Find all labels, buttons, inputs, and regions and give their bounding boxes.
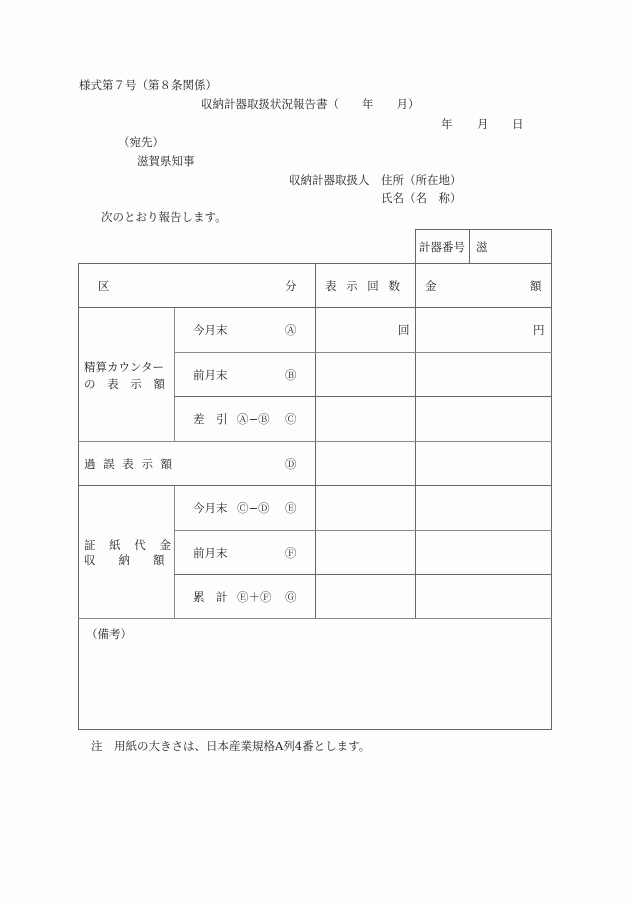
divider	[415, 229, 552, 230]
date-month-label: 月	[477, 117, 489, 131]
meter-number-label: 計器番号	[419, 240, 465, 254]
row-mark: Ⓕ	[285, 546, 297, 560]
header-category-left: 区	[98, 279, 110, 293]
row-mark: Ⓑ	[285, 368, 297, 382]
divider	[78, 441, 552, 442]
row-mark: Ⓒ	[285, 412, 297, 426]
header-display-count: 表 示 回 数	[325, 279, 403, 293]
row-label: 差 引	[193, 412, 228, 426]
document-title: 収納計器取扱状況報告書（ 年 月）	[201, 97, 420, 111]
addressee: 滋賀県知事	[137, 154, 195, 168]
group-stamp-line2: 収 納 額	[84, 553, 165, 567]
group-stamp-revenue	[84, 538, 176, 568]
divider	[551, 229, 552, 264]
intro-text: 次のとおり報告します。	[101, 210, 227, 224]
row-label: 今月末	[193, 323, 228, 337]
divider	[78, 307, 552, 308]
divider	[78, 485, 552, 486]
row-label: 今月末	[193, 501, 228, 515]
divider	[174, 530, 552, 531]
row-label: 前月末	[193, 546, 228, 560]
group-stamp-line1: 証 紙 代 金	[84, 538, 176, 552]
row-mark: Ⓔ	[285, 501, 297, 515]
group-counter-line1: 精算カウンター	[84, 360, 165, 374]
row-formula: Ⓒ−Ⓓ	[237, 501, 270, 515]
address-label: 住所（所在地）	[381, 173, 462, 187]
row-mark: Ⓓ	[285, 457, 297, 471]
divider	[415, 229, 416, 264]
group-counter-display	[84, 359, 169, 393]
divider	[174, 307, 175, 441]
divider	[174, 396, 552, 397]
header-amount-right: 額	[530, 279, 542, 293]
header-amount-left: 金	[425, 279, 437, 293]
group-error-display: 過 誤 表 示 額	[84, 457, 175, 471]
row-label: 前月末	[193, 368, 228, 382]
row-formula: Ⓔ＋Ⓕ	[237, 590, 272, 604]
group-counter-line2: の 表 示 額	[84, 377, 169, 391]
remarks-label: （備考）	[86, 627, 132, 641]
divider	[78, 729, 552, 730]
header-category-right: 分	[285, 279, 297, 293]
name-label: 氏名（名 称）	[381, 191, 462, 205]
divider	[78, 263, 552, 264]
footnote: 注 用紙の大きさは、日本産業規格A列4番とします。	[91, 739, 371, 753]
amount-unit[interactable]: 円	[533, 323, 545, 337]
handler-label: 収納計器取扱人	[289, 173, 370, 187]
divider	[174, 574, 552, 575]
divider	[174, 352, 552, 353]
count-unit[interactable]: 回	[398, 323, 410, 337]
date-day-label: 日	[512, 117, 524, 131]
row-mark: Ⓐ	[285, 323, 297, 337]
row-formula: Ⓐ−Ⓑ	[237, 412, 270, 426]
divider	[78, 618, 552, 619]
row-mark: Ⓖ	[285, 590, 297, 604]
addressee-label: （宛先）	[118, 135, 164, 149]
date-year-label: 年	[441, 117, 453, 131]
divider	[469, 229, 470, 264]
divider	[551, 263, 552, 730]
row-label: 累 計	[193, 590, 228, 604]
meter-number-field[interactable]: 滋	[476, 240, 488, 254]
form-number: 様式第７号（第８条関係）	[79, 78, 217, 92]
divider	[78, 263, 79, 730]
